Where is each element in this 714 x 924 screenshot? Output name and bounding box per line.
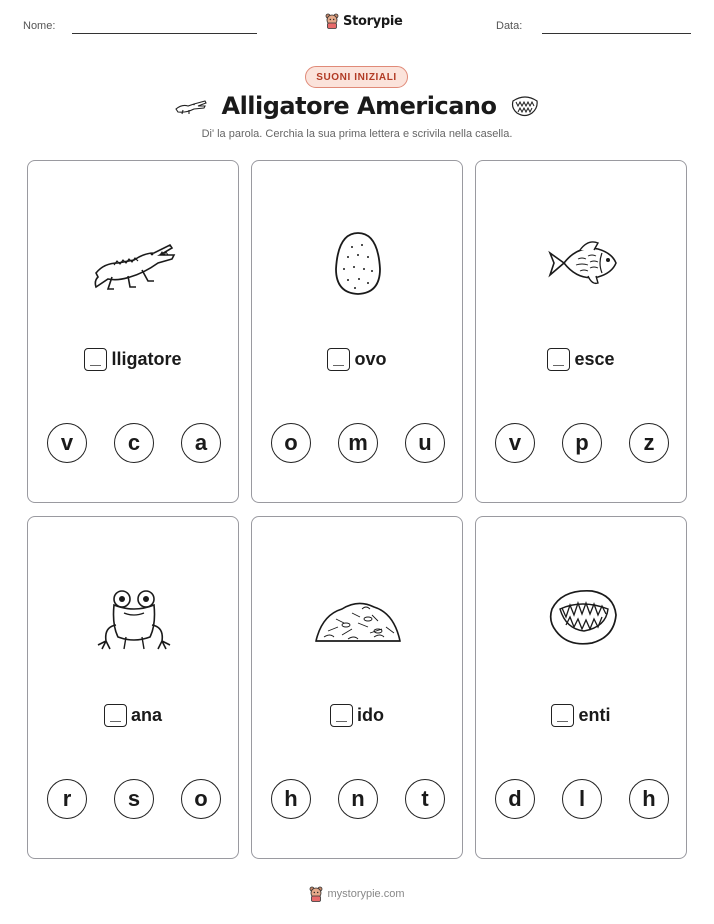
brand-logo	[325, 13, 403, 29]
letter-choice[interactable]: z	[629, 423, 669, 463]
footer	[0, 886, 714, 902]
brand-name: Storypie	[343, 13, 403, 29]
letter-choice[interactable]: t	[405, 779, 445, 819]
letter-choice[interactable]: v	[495, 423, 535, 463]
letter-choice[interactable]: r	[47, 779, 87, 819]
word-rest: ana	[130, 705, 163, 725]
word-rest: ovo	[354, 349, 387, 369]
date-line[interactable]	[542, 33, 691, 34]
letter-choice[interactable]: s	[114, 779, 154, 819]
answer-box[interactable]	[330, 704, 353, 727]
word-card	[251, 160, 463, 503]
word-rest: enti	[578, 705, 611, 725]
word-rest: lligatore	[111, 349, 182, 369]
word-card	[27, 160, 239, 503]
answer-box[interactable]	[547, 348, 570, 371]
letter-choice[interactable]: v	[47, 423, 87, 463]
alligator-icon	[84, 223, 184, 299]
egg-icon	[308, 223, 408, 299]
word-prompt	[476, 348, 686, 371]
letter-choice[interactable]: p	[562, 423, 602, 463]
frog-icon	[84, 579, 184, 655]
alligator-small-icon	[174, 95, 208, 117]
letter-choice[interactable]: h	[629, 779, 669, 819]
answer-box[interactable]	[551, 704, 574, 727]
letter-choices	[47, 423, 221, 463]
word-card	[251, 516, 463, 859]
word-prompt	[28, 704, 238, 727]
letter-choices	[271, 423, 445, 463]
fish-icon	[532, 223, 632, 299]
letter-choice[interactable]: h	[271, 779, 311, 819]
letter-choice[interactable]: n	[338, 779, 378, 819]
date-label: Data:	[496, 20, 523, 32]
letter-choices	[495, 423, 669, 463]
word-prompt	[476, 704, 686, 727]
name-label: Nome:	[23, 20, 56, 32]
letter-choices	[271, 779, 445, 819]
letter-choice[interactable]: u	[405, 423, 445, 463]
bear-mascot-icon	[325, 13, 339, 29]
letter-choices	[47, 779, 221, 819]
letter-choice[interactable]: l	[562, 779, 602, 819]
page-title: Alligatore Americano	[221, 92, 497, 120]
answer-box[interactable]	[104, 704, 127, 727]
word-rest: esce	[574, 349, 615, 369]
letter-choice[interactable]: o	[271, 423, 311, 463]
letter-choice[interactable]: o	[181, 779, 221, 819]
word-card	[475, 516, 687, 859]
name-line[interactable]	[72, 33, 257, 34]
word-prompt	[252, 348, 462, 371]
letter-choice[interactable]: a	[181, 423, 221, 463]
topic-badge: SUONI INIZIALI	[305, 66, 408, 88]
word-rest: ido	[357, 705, 384, 725]
nest-icon	[308, 579, 408, 655]
teeth-small-icon	[510, 93, 540, 119]
word-prompt	[252, 704, 462, 727]
instructions: Di' la parola. Cerchia la sua prima lettera e scrivila nella casella.	[201, 128, 513, 140]
footer-url[interactable]: mystorypie.com	[327, 888, 405, 900]
letter-choices	[495, 779, 669, 819]
answer-box[interactable]	[327, 348, 350, 371]
letter-choice[interactable]: m	[338, 423, 378, 463]
title-row	[0, 92, 714, 120]
letter-choice[interactable]: c	[114, 423, 154, 463]
letter-choice[interactable]: d	[495, 779, 535, 819]
word-prompt	[28, 348, 238, 371]
teeth-icon	[532, 579, 632, 655]
word-card	[475, 160, 687, 503]
word-card	[27, 516, 239, 859]
answer-box[interactable]	[84, 348, 107, 371]
bear-mascot-icon	[309, 886, 323, 902]
